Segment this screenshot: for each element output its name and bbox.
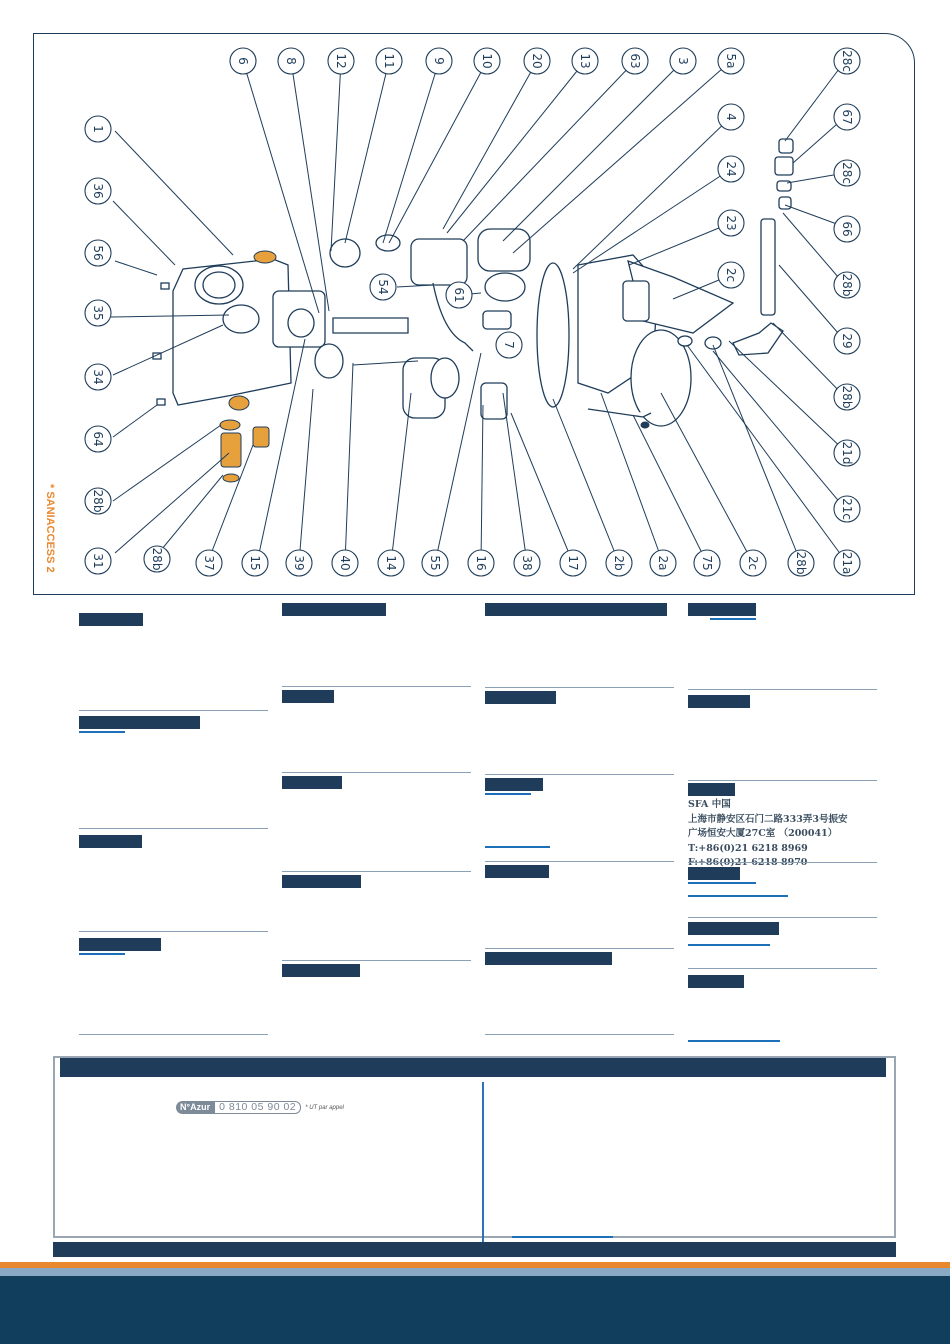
block-c4-5: [688, 922, 779, 946]
callout-67: [834, 104, 860, 130]
callout-11: [376, 48, 402, 74]
svg-text:21d: 21d: [840, 441, 854, 465]
svg-text:67: 67: [840, 109, 854, 125]
callout-20: [524, 48, 550, 74]
callout-1: [85, 116, 111, 142]
callout-29: [834, 328, 860, 354]
svg-text:14: 14: [384, 555, 398, 571]
divider: [79, 931, 268, 932]
callout-37: [196, 550, 222, 576]
callout-2c: [718, 262, 744, 288]
callout-31: [85, 548, 111, 574]
svg-text:9: 9: [432, 57, 446, 65]
svg-text:20: 20: [530, 53, 544, 69]
callout-28c: [834, 160, 860, 186]
divider: [282, 772, 471, 773]
callout-64: [85, 426, 111, 452]
svg-text:66: 66: [840, 221, 854, 237]
divider: [79, 1034, 268, 1035]
callout-13: [572, 48, 598, 74]
divider: [485, 861, 674, 862]
svg-text:23: 23: [724, 215, 738, 231]
motor-assembly: [315, 229, 530, 419]
block-c2-4: [282, 875, 361, 888]
callout-10: [474, 48, 500, 74]
callout-15: [242, 550, 268, 576]
divider: [688, 689, 877, 690]
divider: [485, 948, 674, 949]
callout-7: [496, 332, 522, 358]
callout-8: [278, 48, 304, 74]
svg-text:31: 31: [91, 553, 105, 569]
callout-12: [328, 48, 354, 74]
callout-75: [694, 550, 720, 576]
svg-text:2c: 2c: [746, 555, 760, 571]
svg-text:63: 63: [628, 53, 642, 69]
svg-text:7: 7: [502, 341, 516, 349]
svg-text:2b: 2b: [612, 555, 626, 571]
contact-box: [53, 1056, 896, 1238]
callout-23: [718, 210, 744, 236]
callout-14: [378, 550, 404, 576]
block-c2-2: [282, 690, 334, 703]
svg-text:28c: 28c: [840, 50, 854, 72]
divider: [485, 687, 674, 688]
svg-text:28c: 28c: [840, 162, 854, 184]
callout-35: [85, 300, 111, 326]
callout-56: [85, 240, 111, 266]
svg-text:8: 8: [284, 57, 298, 65]
block-c4-6-link[interactable]: [688, 1040, 780, 1042]
contact-header-bar: [60, 1058, 886, 1077]
callout-9: [426, 48, 452, 74]
svg-text:21c: 21c: [840, 498, 854, 520]
svg-text:64: 64: [91, 431, 105, 447]
contact-link[interactable]: [512, 1236, 613, 1238]
china-contact-text: SFA 中国 上海市静安区石门二路333弄3号振安 广场恒安大厦27C室 （200041） T:+86(0)21 6218 8969: [688, 799, 848, 854]
svg-text:13: 13: [578, 53, 592, 69]
svg-text:2a: 2a: [656, 555, 670, 571]
callout-17: [560, 550, 586, 576]
svg-text:55: 55: [428, 555, 442, 571]
svg-text:28b: 28b: [150, 547, 164, 571]
callout-21d: [834, 440, 860, 466]
divider: [688, 968, 877, 969]
svg-text:6: 6: [236, 57, 250, 65]
divider: [688, 917, 877, 918]
callout-2c: [740, 550, 766, 576]
svg-text:28b: 28b: [794, 551, 808, 575]
callout-28b: [85, 488, 111, 514]
svg-text:16: 16: [474, 555, 488, 571]
block-c2-1: [282, 603, 386, 616]
svg-text:34: 34: [91, 369, 105, 385]
block-c1-1: [79, 613, 143, 626]
callout-39: [286, 550, 312, 576]
svg-text:37: 37: [202, 555, 216, 571]
callout-40: [332, 550, 358, 576]
block-c1-4: [79, 938, 161, 955]
svg-text:2c: 2c: [724, 267, 738, 283]
svg-text:15: 15: [248, 555, 262, 571]
svg-text:28b: 28b: [91, 489, 105, 513]
svg-text:28b: 28b: [840, 273, 854, 297]
callout-21c: [834, 496, 860, 522]
divider: [485, 1034, 674, 1035]
azur-label: N°Azur: [176, 1101, 214, 1114]
callout-28b: [788, 550, 814, 576]
divider: [79, 828, 268, 829]
svg-text:61: 61: [452, 287, 466, 303]
callout-16: [468, 550, 494, 576]
svg-text:12: 12: [334, 53, 348, 69]
block-c3-1: [485, 603, 667, 616]
contact-divider: [482, 1082, 484, 1242]
svg-text:29: 29: [840, 333, 854, 349]
callout-2a: [650, 550, 676, 576]
block-c3-4: [485, 865, 549, 878]
block-c3-5: [485, 952, 612, 965]
footer-dark-band: [0, 1276, 950, 1344]
divider: [282, 871, 471, 872]
svg-text:3: 3: [676, 57, 690, 65]
azur-phone[interactable]: [176, 1101, 344, 1114]
block-c2-5: [282, 964, 360, 977]
divider: [688, 862, 877, 863]
svg-text:39: 39: [292, 555, 306, 571]
svg-text:5a: 5a: [724, 53, 738, 69]
callout-66: [834, 216, 860, 242]
callout-61: [446, 282, 472, 308]
callout-28b: [834, 272, 860, 298]
cover-assembly: [537, 255, 733, 428]
block-c4-4: [688, 867, 740, 897]
divider: [282, 686, 471, 687]
product-label: * SANIACCESS 2: [44, 484, 56, 573]
block-c2-3: [282, 776, 342, 789]
svg-text:10: 10: [480, 53, 494, 69]
block-c1-2: [79, 716, 200, 733]
svg-text:38: 38: [520, 555, 534, 571]
callout-2b: [606, 550, 632, 576]
azur-number: 0 810 05 90 02: [214, 1101, 301, 1114]
callout-3: [670, 48, 696, 74]
divider: [79, 710, 268, 711]
svg-text:28b: 28b: [840, 385, 854, 409]
block-c3-2: [485, 691, 556, 704]
callout-63: [622, 48, 648, 74]
svg-text:56: 56: [91, 245, 105, 261]
svg-text:54: 54: [376, 279, 390, 295]
footer-light-band: [0, 1268, 950, 1276]
callout-28b: [834, 384, 860, 410]
callout-28b: [144, 546, 170, 572]
block-c3-3: [485, 778, 543, 795]
divider: [282, 960, 471, 961]
block-c4-3: [688, 783, 735, 796]
callout-38: [514, 550, 540, 576]
svg-text:4: 4: [724, 113, 738, 121]
callout-24: [718, 156, 744, 182]
tank-body: [173, 251, 325, 410]
svg-text:75: 75: [700, 555, 714, 571]
callout-55: [422, 550, 448, 576]
exploded-view-diagram: [33, 33, 915, 595]
callout-34: [85, 364, 111, 390]
svg-text:36: 36: [91, 183, 105, 199]
svg-text:35: 35: [91, 305, 105, 321]
svg-text:24: 24: [724, 161, 738, 177]
callout-6: [230, 48, 256, 74]
divider: [485, 774, 674, 775]
callout-4: [718, 104, 744, 130]
svg-text:40: 40: [338, 555, 352, 571]
block-c4-6: [688, 975, 744, 988]
divider: [688, 780, 877, 781]
block-c4-1: [688, 603, 756, 620]
block-c4-2: [688, 695, 750, 708]
callout-21a: [834, 550, 860, 576]
callout-36: [85, 178, 111, 204]
callout-28c: [834, 48, 860, 74]
block-c3-3-link[interactable]: [485, 846, 550, 848]
svg-text:21a: 21a: [840, 551, 854, 575]
callout-54: [370, 274, 396, 300]
block-c1-3: [79, 835, 142, 848]
svg-text:17: 17: [566, 555, 580, 571]
svg-text:1: 1: [91, 125, 105, 133]
callout-5a: [718, 48, 744, 74]
svg-text:11: 11: [382, 53, 396, 69]
azur-note: * UT par appel: [305, 1104, 344, 1111]
bottom-strip: [53, 1242, 896, 1257]
